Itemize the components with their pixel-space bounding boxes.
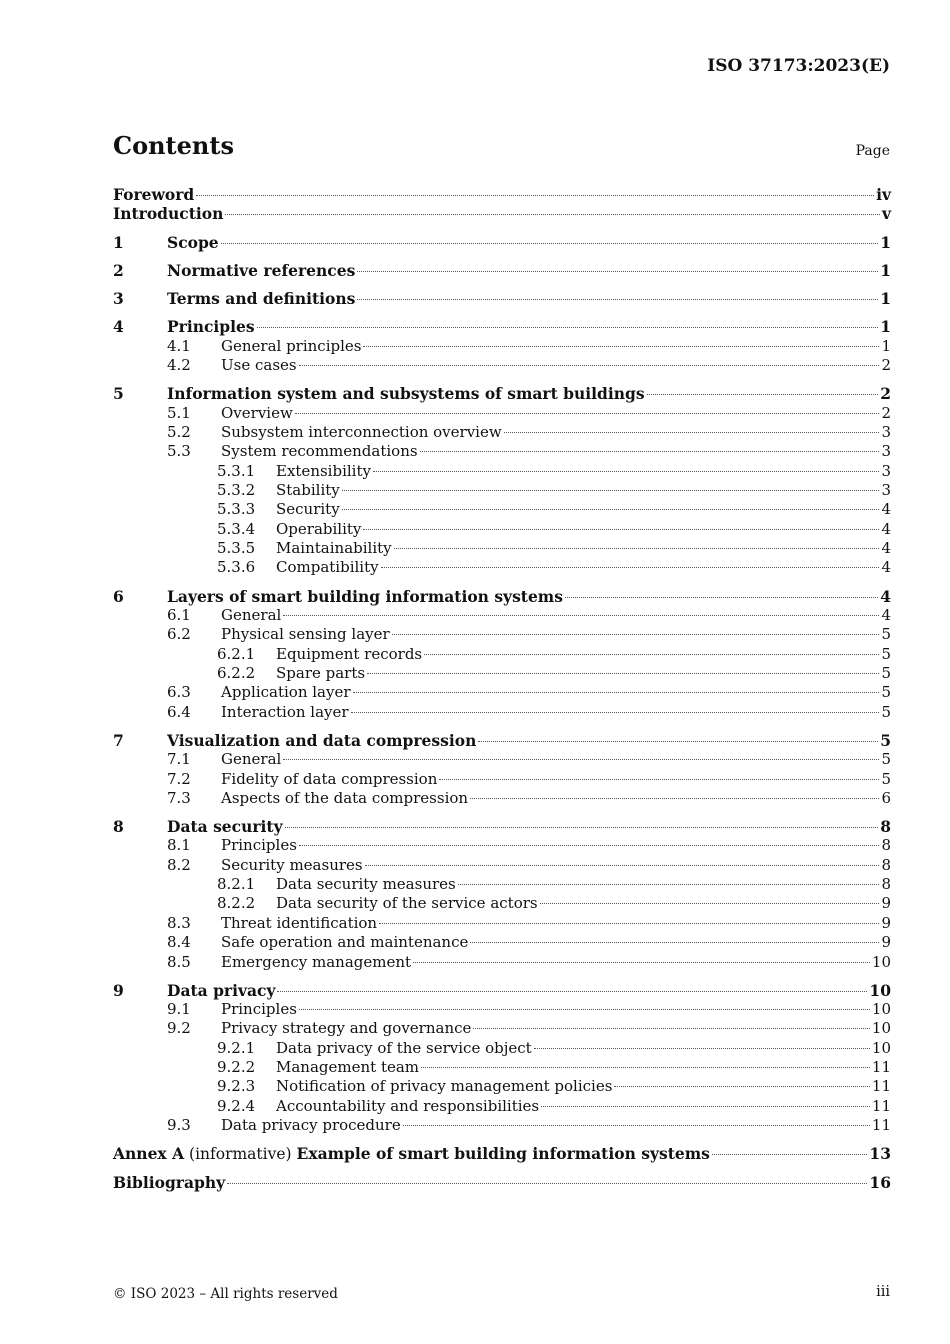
toc-entry[interactable] [113,539,891,558]
toc-entry-page: 4 [881,605,891,624]
toc-entry-title: Interaction layer [221,702,349,721]
toc-entry-page: 1 [880,260,891,280]
toc-entry-page: 8 [880,817,891,837]
toc-entry[interactable] [113,703,891,722]
toc-entry-number: 9.3 [167,1116,191,1135]
dot-leader [614,1086,870,1087]
toc-entry-title [113,1144,710,1164]
dot-leader [342,490,880,491]
toc-entry[interactable] [113,337,891,356]
dot-leader [357,299,878,300]
dot-leader [363,529,879,530]
toc-entry-page: 4 [881,538,891,557]
toc-entry-title: Layers of smart building information systems [167,586,563,606]
dot-leader [367,673,879,674]
dot-leader [365,865,880,866]
toc-entry[interactable] [113,750,891,769]
dot-leader [392,634,880,635]
toc-entry-title: Principles [221,836,297,855]
toc-entry-number: 5.3.5 [217,538,256,557]
toc-entry-title: Data security of the service actors [276,894,538,913]
toc-entry-title: Operability [276,519,362,538]
toc-entry-title: Security measures [221,855,363,874]
toc-entry[interactable] [113,384,891,403]
toc-entry-page: 9 [881,933,891,952]
toc-entry-number: 9.2.4 [217,1096,256,1115]
table-of-contents [113,185,891,1192]
footer-page-number: iii [876,1284,890,1300]
toc-entry[interactable] [113,520,891,539]
toc-entry-page: 5 [881,683,891,702]
toc-entry-title: Terms and definitions [167,289,356,309]
dot-leader [299,845,880,846]
toc-entry-page: 1 [880,317,891,337]
toc-entry-number: 8.1 [167,836,191,855]
dot-leader [353,692,880,693]
toc-entry-page: 2 [881,355,891,374]
toc-entry-page: 4 [881,558,891,577]
toc-entry-title: Data privacy procedure [221,1116,401,1135]
toc-entry-title: Principles [167,317,255,337]
dot-leader [541,1106,870,1107]
toc-entry-number: 9.2.3 [217,1077,256,1096]
toc-entry-number: 9.2.1 [217,1038,256,1057]
toc-entry-page: 8 [881,875,891,894]
toc-entry-title: Application layer [221,683,351,702]
toc-entry-title: Overview [221,403,293,422]
dot-leader [277,991,867,992]
toc-entry[interactable] [113,500,891,519]
dot-leader [381,567,880,568]
toc-entry-title: Security [276,500,340,519]
toc-entry-number: 8 [113,817,124,837]
toc-entry[interactable] [113,664,891,683]
toc-entry-title: Data privacy of the service object [276,1038,532,1057]
toc-entry[interactable] [113,481,891,500]
toc-entry[interactable] [113,1144,891,1163]
toc-entry-number: 7.3 [167,788,191,807]
toc-entry-number: 5.3.6 [217,558,256,577]
toc-entry-page: 10 [871,1038,891,1057]
toc-entry-title: Data security measures [276,875,456,894]
toc-entry-title: General [221,750,282,769]
toc-entry-title: Introduction [113,204,224,224]
toc-entry-title: Information system and subsystems of smart buildings [167,384,645,404]
toc-entry-page: 5 [881,663,891,682]
toc-entry-title: Management team [276,1058,420,1077]
dot-leader [424,654,879,655]
toc-entry-title: Principles [221,1000,297,1019]
toc-entry-page: 16 [869,1172,891,1192]
annex-label: Annex A [113,1144,185,1164]
toc-entry[interactable] [113,645,891,664]
toc-entry-number: 4 [113,317,124,337]
toc-entry-title: Data security [167,817,283,837]
toc-entry[interactable] [113,836,891,855]
dot-leader [421,1067,870,1068]
toc-entry-number: 4.2 [167,355,191,374]
toc-entry[interactable] [113,953,891,972]
toc-entry-number: 7 [113,730,124,750]
toc-entry[interactable] [113,770,891,789]
dot-leader [299,1009,870,1010]
toc-entry-page: 9 [881,894,891,913]
toc-entry[interactable] [113,356,891,375]
toc-entry-page: 9 [881,913,891,932]
toc-entry-number: 5 [113,384,124,404]
toc-entry-number: 8.4 [167,933,191,952]
toc-entry-title: Normative references [167,260,356,280]
toc-entry[interactable] [113,442,891,461]
toc-entry-number: 7.1 [167,750,191,769]
toc-entry[interactable] [113,185,891,204]
toc-entry-title: General [221,605,282,624]
toc-entry-number: 7.2 [167,769,191,788]
toc-entry-page: v [881,204,891,224]
toc-entry-page: 1 [880,289,891,309]
toc-entry-number: 5.3.1 [217,461,256,480]
toc-entry[interactable] [113,404,891,423]
toc-entry-title: Physical sensing layer [221,625,390,644]
toc-entry-title: Scope [167,232,219,252]
dot-leader [647,394,879,395]
toc-entry-page: 10 [871,1019,891,1038]
toc-entry-page: 6 [881,788,891,807]
toc-entry-number: 5.3.4 [217,519,256,538]
toc-entry-number: 6.2.2 [217,663,256,682]
toc-entry-page: 5 [881,769,891,788]
toc-entry-title: Spare parts [276,663,366,682]
toc-entry-number: 8.2.1 [217,875,256,894]
toc-entry-number: 5.3.3 [217,500,256,519]
toc-entry-title: Extensibility [276,461,371,480]
toc-title: Contents [113,131,234,160]
toc-entry-page: 10 [871,952,891,971]
toc-entry-title: Foreword [113,185,195,204]
toc-entry-title: Safe operation and maintenance [221,933,469,952]
toc-entry[interactable] [113,1173,891,1192]
toc-entry-page: 3 [881,480,891,499]
toc-entry[interactable] [113,789,891,808]
toc-entry-title: Maintainability [276,538,392,557]
toc-entry-number: 5.3 [167,442,191,461]
toc-entry-page: 8 [881,836,891,855]
dot-leader [221,243,879,244]
dot-leader [299,365,880,366]
toc-entry[interactable] [113,1019,891,1038]
toc-entry[interactable] [113,1077,891,1096]
toc-entry-title: Stability [276,480,340,499]
toc-entry-number: 8.2 [167,855,191,874]
toc-entry[interactable] [113,204,891,223]
toc-entry-page: 10 [871,1000,891,1019]
toc-entry[interactable] [113,981,891,1000]
dot-leader [470,942,879,943]
dot-leader [565,597,878,598]
toc-entry-title: Equipment records [276,644,423,663]
toc-entry-page: 4 [881,500,891,519]
toc-entry-page: 11 [871,1116,891,1135]
toc-entry-page: 5 [881,644,891,663]
dot-leader [534,1048,870,1049]
dot-leader [357,271,878,272]
toc-entry-title: Data privacy [167,980,276,1000]
dot-leader [473,1028,870,1029]
toc-entry-title: Privacy strategy and governance [221,1019,472,1038]
toc-entry-number: 9 [113,980,124,1000]
dot-leader [257,327,879,328]
dot-leader [351,712,880,713]
toc-entry-page: 5 [880,730,891,750]
dot-leader [227,1183,867,1184]
toc-entry-number: 6 [113,586,124,606]
page-column-label: Page [855,143,890,159]
toc-entry[interactable] [113,423,891,442]
toc-entry-number: 6.2 [167,625,191,644]
toc-entry-title: Use cases [221,355,297,374]
footer-copyright: © ISO 2023 – All rights reserved [113,1286,338,1302]
dot-leader [379,923,879,924]
dot-leader [420,451,880,452]
dot-leader [295,413,880,414]
toc-entry[interactable] [113,289,891,308]
toc-entry[interactable] [113,558,891,577]
toc-entry[interactable] [113,261,891,280]
toc-entry-page: 11 [871,1096,891,1115]
dot-leader [283,759,879,760]
toc-entry-page: 8 [881,855,891,874]
toc-entry[interactable] [113,233,891,252]
dot-leader [413,962,870,963]
toc-entry-number: 1 [113,232,124,252]
toc-entry[interactable] [113,317,891,336]
dot-leader [712,1154,868,1155]
toc-entry[interactable] [113,625,891,644]
toc-entry-page: 2 [880,384,891,404]
dot-leader [470,798,879,799]
toc-entry-title: Subsystem interconnection overview [221,422,502,441]
toc-entry-page: 5 [881,750,891,769]
toc-entry-page: 3 [881,422,891,441]
annex-title: Example of smart building information systems [296,1144,710,1164]
toc-entry-title: General principles [221,336,362,355]
toc-entry-number: 9.1 [167,1000,191,1019]
toc-entry-number: 6.1 [167,605,191,624]
toc-entry-page: 5 [881,625,891,644]
toc-entry-title: System recommendations [221,442,418,461]
toc-entry-number: 5.2 [167,422,191,441]
toc-entry-page: 13 [869,1144,891,1164]
toc-entry-page: 11 [871,1058,891,1077]
toc-entry[interactable] [113,683,891,702]
toc-entry-number: 9.2.2 [217,1058,256,1077]
toc-entry-title: Visualization and data compression [167,730,477,750]
toc-entry-number: 8.5 [167,952,191,971]
toc-entry-number: 9.2 [167,1019,191,1038]
toc-entry[interactable] [113,875,891,894]
toc-entry-page: 1 [881,336,891,355]
toc-entry[interactable] [113,1039,891,1058]
document-id: ISO 37173:2023(E) [707,56,890,76]
toc-entry-title: Notification of privacy management policies [276,1077,613,1096]
toc-entry[interactable] [113,1000,891,1019]
toc-entry[interactable] [113,817,891,836]
toc-entry-page: 10 [869,980,891,1000]
dot-leader [540,903,880,904]
toc-entry[interactable] [113,1116,891,1135]
dot-leader [458,884,880,885]
dot-leader [439,779,879,780]
toc-entry[interactable] [113,914,891,933]
toc-entry-title: Bibliography [113,1172,226,1192]
dot-leader [196,195,874,196]
toc-entry-number: 4.1 [167,336,191,355]
toc-entry-page: 11 [871,1077,891,1096]
toc-entry-title: Accountability and responsibilities [276,1096,540,1115]
toc-entry-number: 2 [113,260,124,280]
dot-leader [363,346,879,347]
toc-entry[interactable] [113,606,891,625]
toc-entry-number: 5.3.2 [217,480,256,499]
toc-entry-page: 4 [880,586,891,606]
dot-leader [283,615,879,616]
dot-leader [478,741,878,742]
toc-entry-page: iv [876,185,891,204]
toc-entry[interactable] [113,462,891,481]
dot-leader [225,214,880,215]
toc-entry-number: 6.3 [167,683,191,702]
dot-leader [394,548,880,549]
toc-entry-page: 3 [881,461,891,480]
toc-entry-title: Emergency management [221,952,412,971]
toc-entry-number: 5.1 [167,403,191,422]
toc-entry[interactable] [113,1058,891,1077]
toc-entry[interactable] [113,856,891,875]
toc-entry[interactable] [113,1097,891,1116]
toc-entry-number: 6.4 [167,702,191,721]
toc-entry-title: Compatibility [276,558,379,577]
toc-entry-number: 3 [113,289,124,309]
toc-entry-title: Aspects of the data compression [221,788,469,807]
toc-entry-number: 6.2.1 [217,644,256,663]
toc-entry-number: 8.2.2 [217,894,256,913]
toc-entry[interactable] [113,587,891,606]
toc-entry-title: Threat identification [221,913,378,932]
toc-entry-page: 4 [881,519,891,538]
toc-entry-page: 2 [881,403,891,422]
toc-entry-title: Fidelity of data compression [221,769,438,788]
toc-entry-number: 8.3 [167,913,191,932]
toc-entry[interactable] [113,933,891,952]
dot-leader [504,432,880,433]
toc-entry[interactable] [113,731,891,750]
annex-note: (informative) [184,1145,297,1164]
dot-leader [342,509,880,510]
toc-entry-page: 5 [881,702,891,721]
dot-leader [403,1125,870,1126]
toc-entry-page: 1 [880,232,891,252]
toc-entry-page: 3 [881,442,891,461]
dot-leader [285,827,879,828]
toc-entry[interactable] [113,894,891,913]
dot-leader [373,471,879,472]
